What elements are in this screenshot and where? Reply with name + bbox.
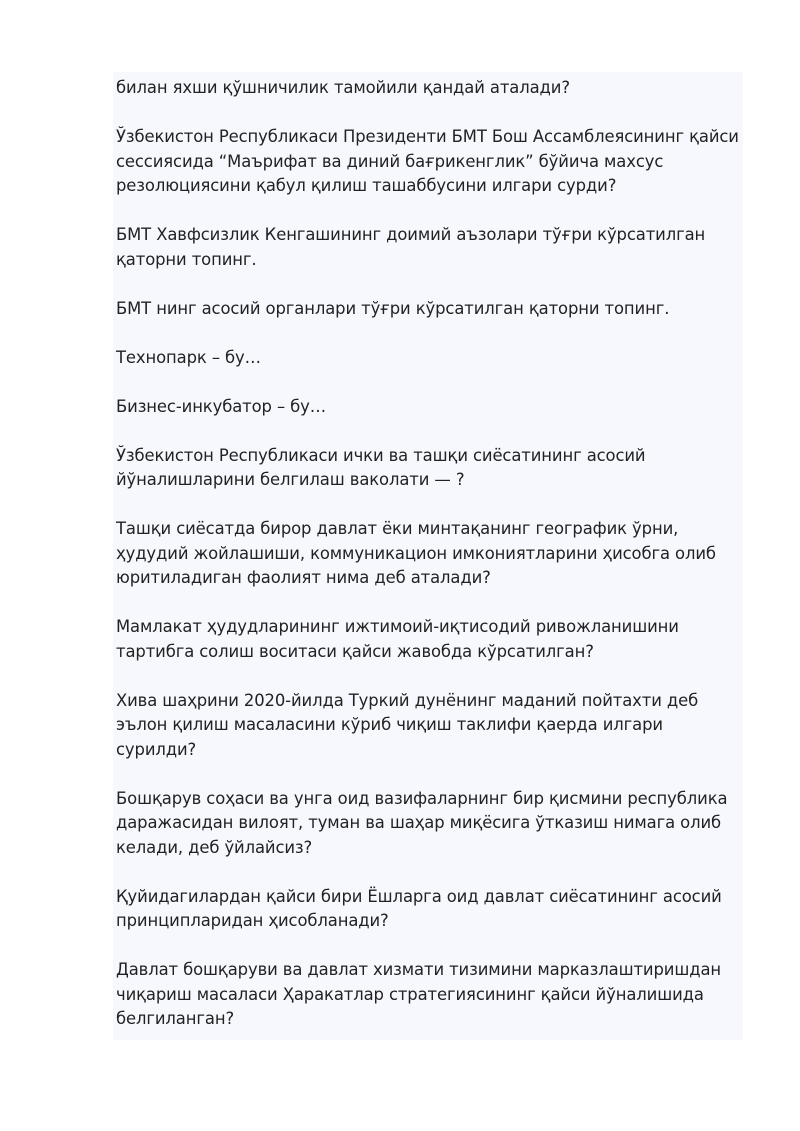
question-text: Ташқи сиёсатда бирор давлат ёки минтақанинг географик ўрни, ҳудудий жойлашиши, коммуникацион имкониятларини ҳисобга олиб юритиладиган фаолият нима деб аталади? [116, 519, 716, 587]
question-text: Бизнес-инкубатор – бу… [116, 396, 327, 416]
question-text: Бошқарув соҳаси ва унга оид вазифаларнинг бир қисмини республика даражасидан вилоят, туман ва шаҳар миқёсига ўтказиш нимага олиб келади, деб ўйлайсиз? [116, 788, 728, 857]
question-text: Технопарк – бу… [116, 347, 261, 367]
question-text: Мамлакат ҳудудларининг ижтимоий-иқтисодий ривожланишини тартибга солиш воситаси қайси жавобда кўрсатилган? [116, 617, 679, 661]
question-text: билан яхши қўшничилик тамойили қандай аталади? [116, 78, 570, 97]
question-text: Хива шаҳрини 2020-йилда Туркий дунёнинг маданий пойтахти деб эълон қилиш масаласини кўриб чиқиш таклифи қаерда илгари сурилди? [116, 690, 699, 759]
question-text: Ўзбекистон Республикаси Президенти БМТ Бош Ассамблеясининг қайси сессиясида “Маърифат ва диний бағрикенглик” бўйича махсус резолюциясини қабул қилиш ташаббусини илгари сурди? [116, 127, 739, 195]
question-text: БМТ Хавфсизлик Кенгашининг доимий аъзолари тўғри кўрсатилган қаторни топинг. [116, 225, 706, 269]
question-text: Ўзбекистон Республикаси ички ва ташқи сиёсатининг асосий йўналишларини белгилаш ваколати — ? [116, 445, 646, 489]
question-text: Қуйидагилардан қайси бири Ёшларга оид давлат сиёсатининг асосий принципларидан ҳисобланади? [116, 886, 722, 930]
question-text: Давлат бошқаруви ва давлат хизмати тизимини марказлаштиришдан чиқариш масаласи Ҳаракатлар стратегиясининг қайси йўналишида белгиланган? [116, 960, 722, 1028]
question-list [116, 76, 748, 1032]
question-text: БМТ нинг асосий органлари тўғри кўрсатилган қаторни топинг. [116, 298, 670, 318]
